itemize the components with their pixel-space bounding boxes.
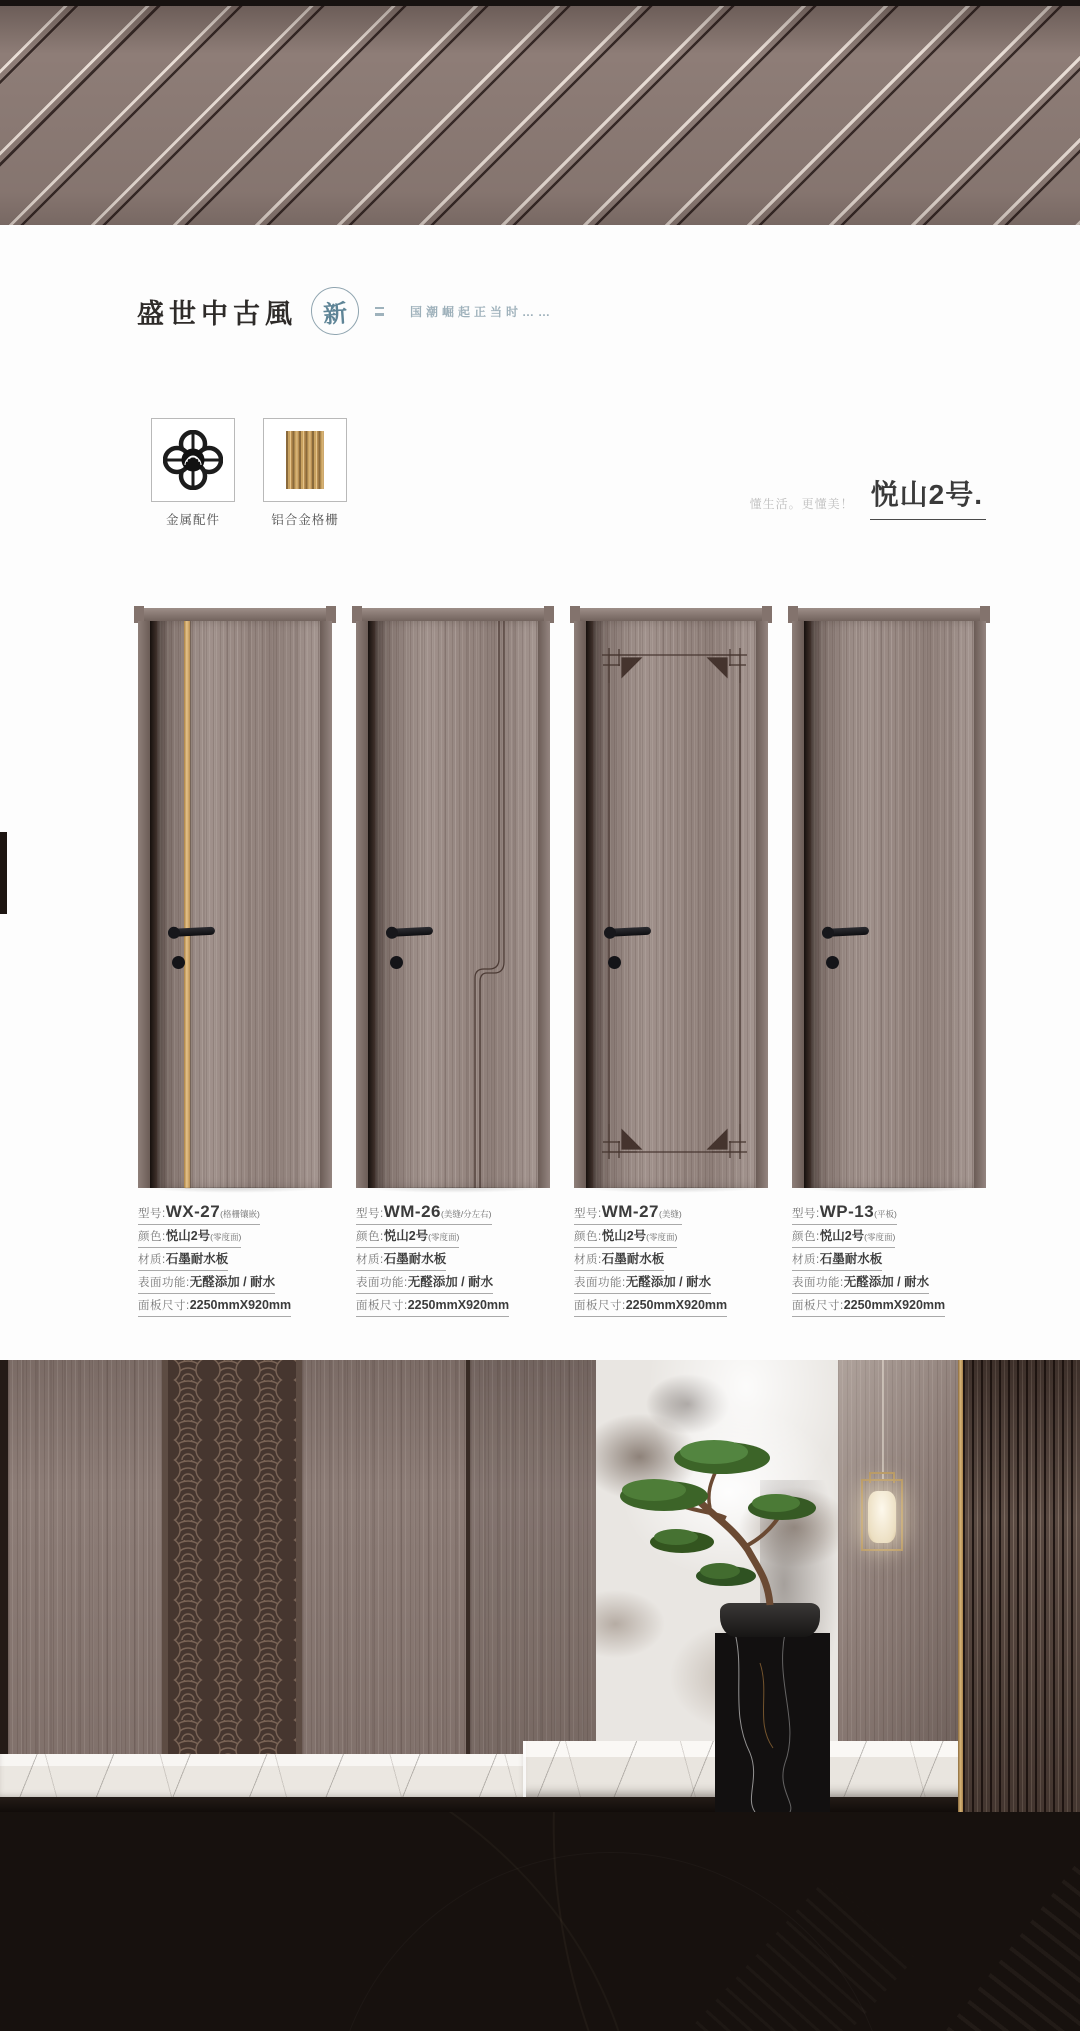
spec-material: 材质:石墨耐水板 — [574, 1251, 768, 1271]
door-handle — [824, 929, 869, 937]
spec-size: 面板尺寸:2250mmX920mm — [792, 1297, 986, 1317]
feature-icons-row — [145, 418, 353, 528]
spec-size: 面板尺寸:2250mmX920mm — [356, 1297, 550, 1317]
door-slab — [811, 621, 974, 1188]
door-slab — [157, 621, 320, 1188]
spec-surface: 表面功能:无醛添加 / 耐水 — [356, 1274, 550, 1294]
door-jamb-right — [538, 621, 550, 1188]
wood-panel — [470, 1360, 596, 1800]
carved-wave-column — [162, 1360, 302, 1800]
door-jamb-left — [574, 621, 586, 1188]
feature-label: 金属配件 — [165, 513, 220, 527]
product-card-wx27 — [138, 608, 332, 1320]
spec-material: 材质:石墨耐水板 — [792, 1251, 986, 1271]
door-lintel — [135, 608, 335, 621]
aluminum-grille-box — [263, 418, 347, 502]
door-jamb-right — [756, 621, 768, 1188]
wood-panel — [302, 1360, 466, 1800]
feature-label: 铝合金格栅 — [271, 513, 339, 527]
dark-floor-strip — [0, 1797, 1080, 1812]
door-handle — [388, 929, 433, 937]
door-lintel — [789, 608, 989, 621]
spec-material: 材质:石墨耐水板 — [356, 1251, 550, 1271]
tagline-subtext: 懂生活。更懂美！ — [749, 497, 854, 511]
marble-bench-left — [0, 1754, 523, 1800]
product-card-wp13 — [792, 608, 986, 1320]
spec-material: 材质:石墨耐水板 — [138, 1251, 332, 1271]
door-jamb-right — [320, 621, 332, 1188]
spec-color: 颜色:悦山2号(零度面) — [792, 1228, 986, 1248]
catalog-area — [0, 225, 1080, 1360]
spec-model: 型号:WX-27(格栅镶嵌) — [138, 1204, 332, 1225]
spec-block — [138, 1204, 332, 1317]
brand-header — [137, 287, 554, 335]
seal-character: 新 — [322, 297, 349, 329]
lock-knob — [608, 956, 621, 969]
spec-surface: 表面功能:无醛添加 / 耐水 — [138, 1274, 332, 1294]
feature-metal-accessory — [145, 418, 241, 528]
bonsai-tree — [598, 1400, 828, 1610]
feature-aluminum-grille — [257, 418, 353, 528]
spec-size: 面板尺寸:2250mmX920mm — [138, 1297, 332, 1317]
handle-lever — [170, 927, 215, 937]
series-tagline — [750, 473, 986, 520]
spec-color: 颜色:悦山2号(零度面) — [574, 1228, 768, 1248]
door-jamb-left — [792, 621, 804, 1188]
door-opening-shadow — [368, 621, 375, 1188]
door-jamb-left — [138, 621, 150, 1188]
pendant-cable — [882, 1360, 884, 1479]
door-lintel — [353, 608, 553, 621]
photo-left-edge — [0, 1360, 8, 1812]
frame-line-decor — [593, 621, 756, 1188]
door-wm27 — [574, 608, 768, 1188]
divider-bars-icon — [375, 307, 384, 316]
lock-knob — [390, 956, 403, 969]
spec-block — [792, 1204, 986, 1317]
door-opening-shadow — [804, 621, 811, 1188]
spec-color: 颜色:悦山2号(零度面) — [356, 1228, 550, 1248]
door-wx27 — [138, 608, 332, 1188]
spec-color: 颜色:悦山2号(零度面) — [138, 1228, 332, 1248]
pendant-lamp-shade — [868, 1491, 896, 1543]
door-opening-shadow — [150, 621, 157, 1188]
product-card-wm27 — [574, 608, 768, 1320]
brand-seal-icon — [309, 285, 360, 336]
plinth-veins — [715, 1633, 830, 1812]
seam-line-decor — [375, 621, 538, 1188]
handle-lever — [388, 927, 433, 937]
dark-footer-band — [0, 1812, 1080, 2031]
door-jamb-right — [974, 621, 986, 1188]
door-slab — [593, 621, 756, 1188]
wood-panel — [838, 1360, 958, 1800]
door-handle — [606, 929, 651, 937]
handle-lever — [824, 927, 869, 937]
door-lintel — [571, 608, 771, 621]
door-slab — [375, 621, 538, 1188]
spec-model: 型号:WM-26(美缝/分左右) — [356, 1204, 550, 1225]
brand-slogan: 国潮崛起正当时…… — [410, 304, 555, 319]
door-handle — [170, 929, 215, 937]
metal-accessory-box — [151, 418, 235, 502]
left-edge-notch — [0, 832, 7, 914]
interior-scene-photo — [0, 1360, 1080, 1812]
handle-lever — [606, 927, 651, 937]
spec-block — [574, 1204, 768, 1317]
door-wp13 — [792, 608, 986, 1188]
spec-model: 型号:WP-13(平板) — [792, 1204, 986, 1225]
brand-title: 盛世中古風 — [137, 298, 297, 330]
product-card-wm26 — [356, 608, 550, 1320]
lock-knob — [172, 956, 185, 969]
wood-panel — [8, 1360, 162, 1800]
lock-knob — [826, 956, 839, 969]
spec-size: 面板尺寸:2250mmX920mm — [574, 1297, 768, 1317]
spec-model: 型号:WM-27(美缝) — [574, 1204, 768, 1225]
seigaiha-pattern — [168, 1360, 296, 1800]
spec-block — [356, 1204, 550, 1317]
series-name: 悦山2号. — [870, 473, 986, 520]
door-opening-shadow — [586, 621, 593, 1188]
top-wood-banner — [0, 0, 1080, 225]
quatrefoil-metal-icon — [163, 430, 223, 490]
gold-inlay-strip — [184, 621, 190, 1188]
spec-surface: 表面功能:无醛添加 / 耐水 — [574, 1274, 768, 1294]
door-wm26 — [356, 608, 550, 1188]
spec-surface: 表面功能:无醛添加 / 耐水 — [792, 1274, 986, 1294]
door-jamb-left — [356, 621, 368, 1188]
gold-grille-icon — [286, 431, 324, 489]
fluted-slat-panel — [963, 1360, 1080, 1812]
door-products-row — [138, 608, 986, 1320]
